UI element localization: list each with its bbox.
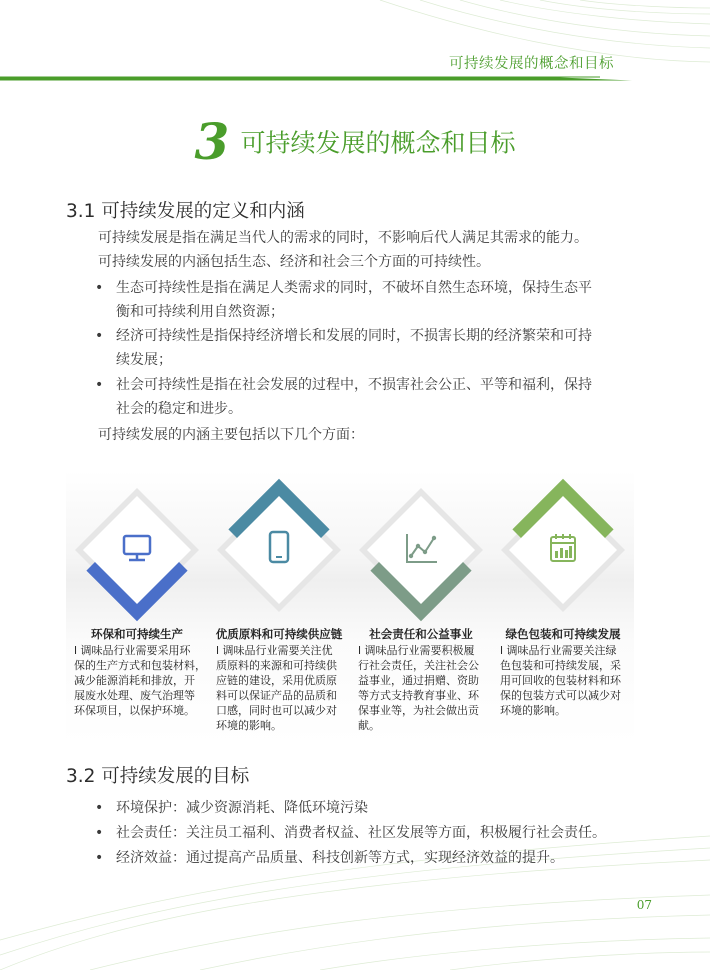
bullet-line: 衡和可持续利用自然资源； (116, 304, 284, 320)
chapter-title (0, 112, 710, 171)
card-social-responsibility (350, 470, 492, 745)
card-title: 环保和可持续生产 (91, 627, 183, 641)
bullet-icon: • (95, 377, 104, 393)
bullet-line: 经济可持续性是指保持经济增长和发展的同时，不损害长期的经济繁荣和可持 (116, 328, 592, 344)
card-title: 社会责任和公益事业 (369, 627, 473, 641)
bullet-text: 环境保护：减少资源消耗、降低环境污染 (116, 800, 368, 816)
card-title: 优质原料和可持续供应链 (215, 627, 343, 641)
page-number: 07 (636, 898, 652, 912)
card-line: 减少能源消耗和排放，开 (74, 674, 195, 687)
infographic-four-aspects (66, 470, 634, 745)
card-line: 环境的影响。 (216, 719, 282, 732)
card-body (216, 643, 350, 733)
card-line: 环境的影响。 (500, 704, 566, 717)
card-line: 保的包装方式可以减少对 (500, 689, 621, 702)
running-header-title: 可持续发展的概念和目标 (449, 56, 614, 72)
bullet-line: 生态可持续性是指在满足人类需求的同时，不破坏自然生态环境，保持生态平 (116, 280, 592, 296)
card-body (500, 643, 634, 718)
diamond-graphic (492, 480, 634, 630)
paragraph: 可持续发展的内涵包括生态、经济和社会三个方面的可持续性。 (98, 254, 490, 270)
card-line: 献。 (358, 719, 380, 732)
card-line: 行社会责任，关注社会公 (358, 659, 479, 672)
header-rule (0, 74, 632, 82)
bullet-text: 经济效益：通过提高产品质量、科技创新等方式，实现经济效益的提升。 (116, 850, 564, 866)
chapter-title-text: 可持续发展的概念和目标 (240, 128, 516, 158)
diamond-graphic (66, 480, 208, 630)
card-line: l 调味品行业需要关注优 (216, 644, 333, 657)
chapter-number: 3 (194, 112, 230, 171)
card-line: 色包装和可持续发展，采 (500, 659, 621, 672)
diamond-graphic (208, 480, 350, 630)
card-line: 用可回收的包装材料和环 (500, 674, 621, 687)
card-line: 展废水处理、废气治理等 (74, 689, 195, 702)
bullet-icon: • (95, 800, 104, 816)
card-line: 应链的建设，采用优质原 (216, 674, 337, 687)
paragraph-intro-list: 可持续发展的内涵主要包括以下几个方面： (98, 427, 364, 443)
bullet-line: 续发展； (116, 352, 172, 368)
card-line: 保的生产方式和包装材料， (74, 659, 206, 672)
bullet-line: 社会可持续性是指在社会发展的过程中，不损害社会公正、平等和福利，保持 (116, 377, 592, 393)
card-line: 料可以保证产品的品质和 (216, 689, 337, 702)
card-line: 质原料的来源和可持续供 (216, 659, 337, 672)
card-line: l 调味品行业需要关注绿 (500, 644, 617, 657)
card-line: l 调味品行业需要采用环 (74, 644, 191, 657)
card-green-packaging (492, 470, 634, 745)
bullet-icon: • (95, 850, 104, 866)
card-environment (66, 470, 208, 745)
bullet-icon: • (95, 825, 104, 841)
card-line: l 调味品行业需要积极履 (358, 644, 475, 657)
card-line: 环保项目，以保护环境。 (74, 704, 195, 717)
card-supply-chain (208, 470, 350, 745)
card-line: 益事业，通过捐赠、资助 (358, 674, 479, 687)
card-body (74, 643, 208, 718)
bullet-line: 社会的稳定和进步。 (116, 401, 242, 417)
bullet-icon: • (95, 280, 104, 296)
paragraph: 可持续发展是指在满足当代人的需求的同时，不影响后代人满足其需求的能力。 (98, 230, 588, 246)
card-line: 口感，同时也可以减少对 (216, 704, 337, 717)
diamond-graphic (350, 480, 492, 630)
bullet-text: 社会责任：关注员工福利、消费者权益、社区发展等方面，积极履行社会责任。 (116, 825, 606, 841)
card-body (358, 643, 492, 733)
bullet-icon: • (95, 328, 104, 344)
card-line: 保事业等，为社会做出贡 (358, 704, 479, 717)
section-heading-goals: 3.2 可持续发展的目标 (66, 766, 250, 787)
card-line: 等方式支持教育事业、环 (358, 689, 479, 702)
card-title: 绿色包装和可持续发展 (505, 627, 621, 641)
section-heading-definition: 3.1 可持续发展的定义和内涵 (66, 201, 305, 222)
